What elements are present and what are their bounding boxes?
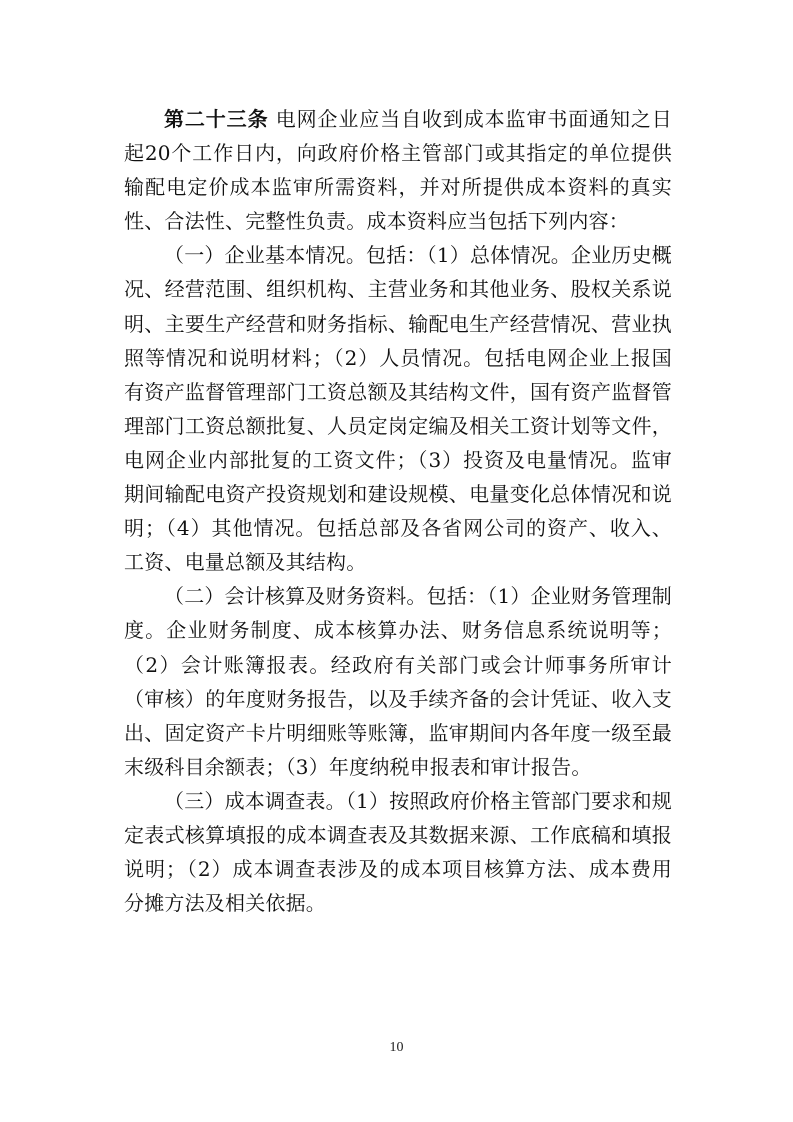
article-number: 第二十三条 bbox=[164, 107, 269, 131]
document-body bbox=[124, 102, 672, 920]
section-accounting-info: （二）会计核算及财务资料。包括：（1）企业财务管理制度。企业财务制度、成本核算办法、财务信息系统说明等；（2）会计账簿报表。经政府有关部门或会计师事务所审计（审核）的年度财务报告，以及手续齐备的会计凭证、收入支出、固定资产卡片明细账等账簿，监审期间内各年度一级至最末级科目余额表；（3）年度纳税申报表和审计报告。 bbox=[124, 584, 672, 779]
page-number: 10 bbox=[389, 1040, 404, 1055]
article-paragraph bbox=[124, 102, 672, 238]
article-intro-text: 电网企业应当自收到成本监审书面通知之日起20个工作日内，向政府价格主管部门或其指定的单位提供输配电定价成本监审所需资料，并对所提供成本资料的真实性、合法性、完整性负责。成本资料应当包括下列内容： bbox=[124, 107, 672, 234]
section-cost-survey: （三）成本调查表。（1）按照政府价格主管部门要求和规定表式核算填报的成本调查表及其数据来源、工作底稿和填报说明；（2）成本调查表涉及的成本项目核算方法、成本费用分摊方法及相关依据。 bbox=[124, 788, 672, 916]
section-basic-info: （一）企业基本情况。包括：（1）总体情况。企业历史概况、经营范围、组织机构、主营业务和其他业务、股权关系说明、主要生产经营和财务指标、输配电生产经营情况、营业执照等情况和说明材料；（2）人员情况。包括电网企业上报国有资产监督管理部门工资总额及其结构文件，国有资产监督管理部门工资总额批复、人员定岗定编及相关工资计划等文件，电网企业内部批复的工资文件；（3）投资及电量情况。监审期间输配电资产投资规划和建设规模、电量变化总体情况和说明；（4）其他情况。包括总部及各省网公司的资产、收入、工资、电量总额及其结构。 bbox=[124, 243, 672, 575]
